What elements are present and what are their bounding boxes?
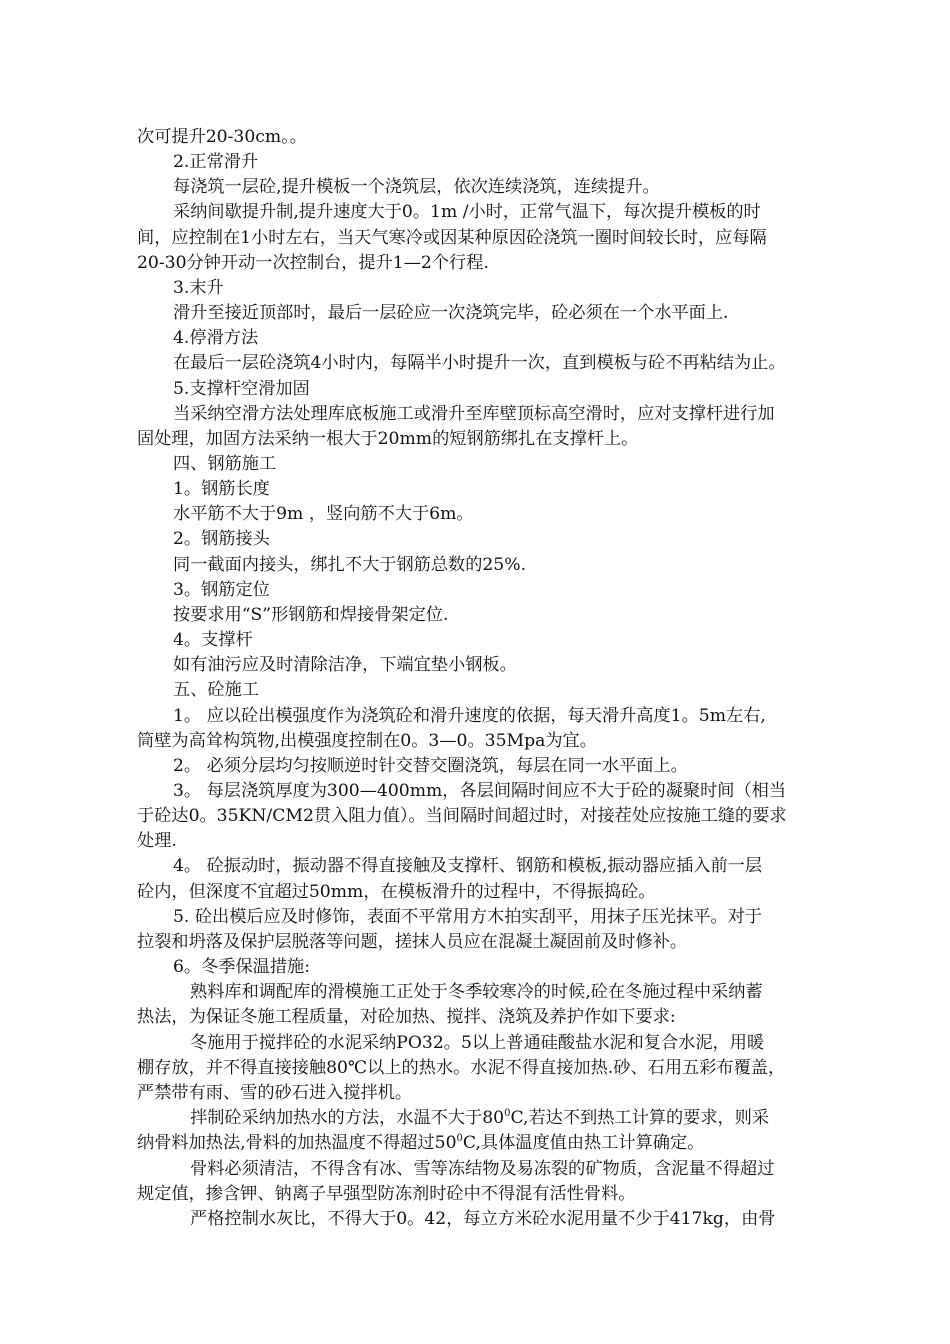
paragraph-line: 熟料库和调配库的滑模施工正处于冬季较寒冷的时候,砼在冬施过程中采纳蓄 (190, 982, 763, 1002)
section-heading: 2。钢筋接头 (173, 529, 270, 549)
paragraph-line (190, 1106, 769, 1130)
paragraph-line: 间，应控制在1小时左右，当天气寒冷或因某种原因砼浇筑一圈时间较长时，应每隔 (137, 228, 767, 248)
section-heading: 3.末升 (173, 278, 224, 298)
paragraph-line: 20-30分钟开动一次控制台，提升1—2个行程. (137, 253, 489, 273)
paragraph-line: 骨料必须清洁，不得含有冰、雪等冻结物及易冻裂的矿物质，含泥量不得超过 (190, 1159, 775, 1179)
paragraph-line: 2。 必须分层均匀按顺逆时针交替交圈浇筑，每层在同一水平面上。 (173, 756, 688, 776)
section-heading: 6。冬季保温措施: (173, 957, 311, 977)
paragraph-line: 4。 砼振动时，振动器不得直接触及支撑杆、钢筋和模板,振动器应插入前一层 (173, 856, 763, 876)
paragraph-line: 5. 砼出模后应及时修饰，表面不平常用方木拍实刮平，用抹子压光抹平。对于 (173, 907, 763, 927)
paragraph-line: 严格控制水灰比，不得大于0。42，每立方米砼水泥用量不少于417kg，由骨 (190, 1209, 776, 1229)
paragraph-line: 如有油污应及时清除洁净，下端宜垫小钢板。 (173, 655, 517, 675)
paragraph-line: 同一截面内接头，绑扎不大于钢筋总数的25%. (173, 555, 527, 575)
section-heading: 5.支撑杆空滑加固 (173, 379, 310, 399)
text-run: 拌制砼采纳加热水的方法，水温不大于80 (190, 1108, 505, 1128)
section-heading: 3。钢筋定位 (173, 580, 270, 600)
paragraph-line: 于砼达0。35KN/CM2贯入阻力值）。当间隔时间超过时，对接茬处应按施工缝的要求 (137, 806, 787, 826)
text-run: 纳骨料加热法,骨料的加热温度不得超过50 (137, 1133, 457, 1153)
paragraph-line: 在最后一层砼浇筑4小时内，每隔半小时提升一次，直到模板与砼不再粘结为止。 (173, 353, 786, 373)
paragraph-line (137, 1131, 704, 1155)
paragraph-line: 3。 每层浇筑厚度为300—400mm，各层间隔时间应不大于砼的凝聚时间（相当 (173, 781, 787, 801)
paragraph-line: 拉裂和坍落及保护层脱落等问题，搓抹人员应在混凝土凝固前及时修补。 (137, 932, 688, 952)
section-heading: 4.停滑方法 (173, 328, 259, 348)
section-heading: 2.正常滑升 (173, 152, 259, 172)
paragraph-line: 规定值，掺含钾、钠离子早强型防冻剂时砼中不得混有活性骨料。 (137, 1184, 636, 1204)
text-run: C,具体温度值由热工计算确定。 (462, 1133, 705, 1153)
paragraph-line: 滑升至接近顶部时，最后一层砼应一次浇筑完毕，砼必须在一个水平面上. (173, 303, 729, 323)
paragraph-line: 热法，为保证冬施工程质量，对砼加热、搅拌、浇筑及养护作如下要求: (137, 1007, 676, 1027)
paragraph-line: 筒壁为高耸构筑物,出模强度控制在0。3—0。35Mpa为宜。 (137, 731, 597, 751)
paragraph-line: 棚存放，并不得直接接触80℃以上的热水。水泥不得直接加热.砂、石用五彩布覆盖， (137, 1058, 786, 1078)
chapter-heading: 四、钢筋施工 (173, 454, 277, 474)
paragraph-line: 1。 应以砼出模强度作为浇筑砼和滑升速度的依据，每天滑升高度1。5m左右, (173, 706, 766, 726)
text-run: C,若达不到热工计算的要求，则采 (510, 1108, 770, 1128)
chapter-heading: 五、砼施工 (173, 680, 259, 700)
section-heading: 4。支撑杆 (173, 630, 253, 650)
paragraph-line: 采纳间歇提升制,提升速度大于0。1m /小时，正常气温下，每次提升模板的时 (173, 202, 761, 222)
section-heading: 1。钢筋长度 (173, 479, 270, 499)
paragraph-line: 水平筋不大于9m ，竖向筋不大于6m。 (173, 504, 474, 524)
paragraph-line: 砼内，但深度不宜超过50mm，在模板滑升的过程中，不得振捣砼。 (137, 882, 656, 902)
paragraph-line: 冬施用于搅拌砼的水泥采纳PO32。5以上普通硅酸盐水泥和复合水泥，用暖 (190, 1033, 765, 1053)
paragraph-line: 当采纳空滑方法处理库底板施工或滑升至库壁顶标高空滑时，应对支撑杆进行加 (173, 404, 775, 424)
superscript: 0 (504, 1108, 511, 1119)
paragraph-line: 按要求用“S”形钢筋和焊接骨架定位. (173, 605, 449, 625)
paragraph-line: 固处理，加固方法采纳一根大于20mm的短钢筋绑扎在支撑杆上。 (137, 429, 639, 449)
superscript: 0 (456, 1133, 463, 1144)
paragraph-line: 处理. (137, 831, 177, 851)
paragraph-line: 每浇筑一层砼,提升模板一个浇筑层，依次连续浇筑，连续提升。 (173, 177, 660, 197)
paragraph-line: 严禁带有雨、雪的砂石进入搅拌机。 (137, 1083, 413, 1103)
paragraph-line: 次可提升20-30cm。。 (137, 127, 307, 147)
